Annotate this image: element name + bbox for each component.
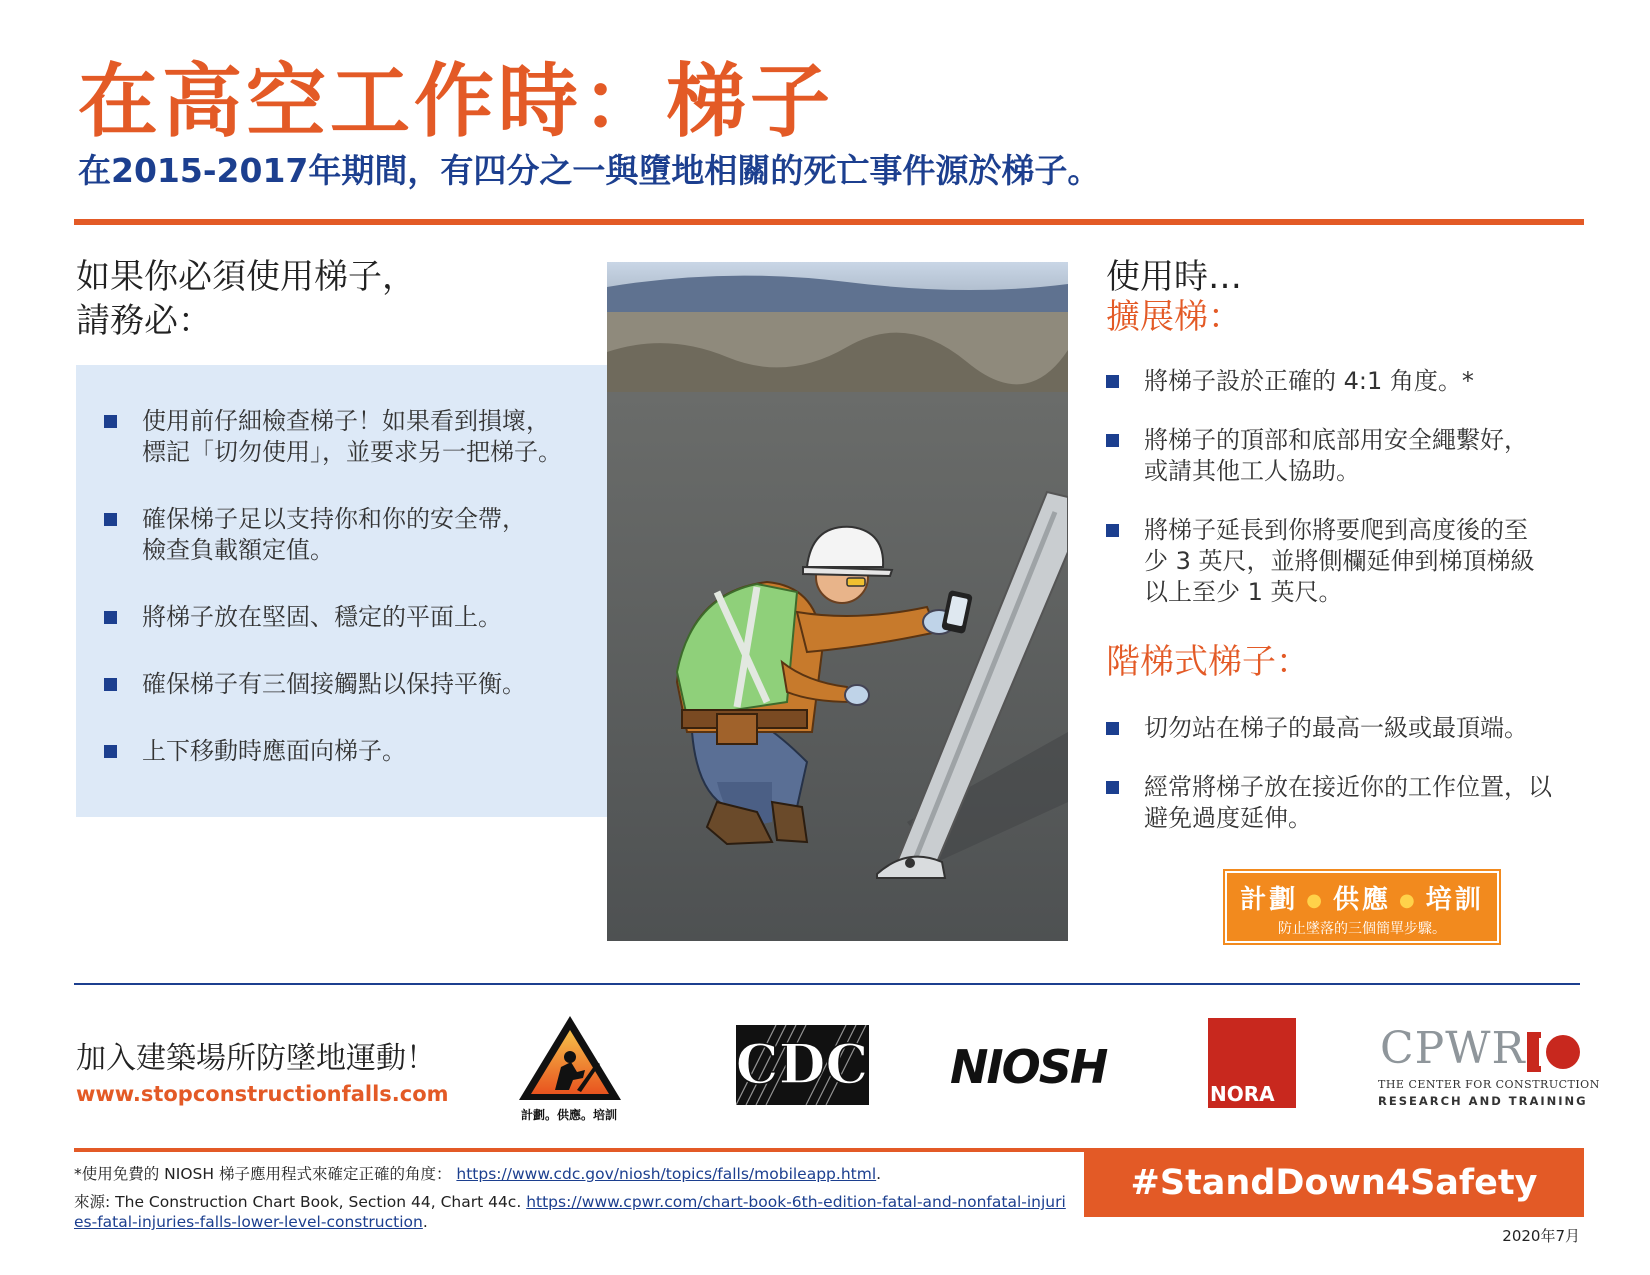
list-item (104, 669, 624, 700)
chart-book-link[interactable]: https://www.cpwr.com/chart-book-6th-edition-fatal-and-nonfatal-injuries-fatal-injuries-falls-lower-level-construction (74, 1193, 1066, 1231)
list-item-line: 將梯子設於正確的 4:1 角度。* (1144, 367, 1474, 395)
footnote-text: *使用免費的 NIOSH 梯子應用程式來確定正確的角度： (74, 1165, 452, 1183)
step-ladder-list (1106, 713, 1586, 862)
bullet-icon (1106, 375, 1119, 388)
dot-icon: ● (1399, 890, 1418, 911)
cpwr-logo: CPWR (1380, 1023, 1526, 1074)
bullet-icon (1106, 524, 1119, 537)
source-note: 來源: The Construction Chart Book, Section 44, Chart 44c. https://www.cpwr.com/chart-book-6th-edition-fatal-and-nonfatal-injuries-fatal-injuries-falls-lower-level-construction. (74, 1193, 1066, 1231)
list-item-line: 檢查負載額定值。 (142, 536, 334, 564)
badge-word-train: 培訓 (1425, 885, 1484, 915)
footer-divider (74, 983, 1580, 985)
page-subtitle: 在2015-2017年期間，有四分之一與墮地相關的死亡事件源於梯子。 (78, 151, 1101, 190)
hashtag-banner: #StandDown4Safety (1084, 1150, 1584, 1217)
publication-date: 2020年7月 (1502, 1227, 1580, 1245)
footnote: *使用免費的 NIOSH 梯子應用程式來確定正確的角度： https://www.cdc.gov/niosh/topics/falls/mobileapp.html. (74, 1165, 882, 1183)
badge-steps (1227, 879, 1497, 916)
list-item-line: 將梯子放在堅固、穩定的平面上。 (142, 603, 502, 631)
bullet-icon (1106, 434, 1119, 447)
list-item-line: 切勿站在梯子的最高一級或最頂端。 (1144, 714, 1528, 742)
list-item-line: 將梯子延長到你將要爬到高度後的至 (1144, 516, 1528, 544)
source-text: 來源: The Construction Chart Book, Section 44, Chart 44c. (74, 1193, 522, 1211)
warning-triangle-icon (515, 1012, 625, 1104)
cpwr-tagline-line1: THE CENTER FOR CONSTRUCTION (1378, 1078, 1600, 1091)
list-item (1106, 713, 1586, 744)
campaign-join-text: 加入建築場所防墜地運動！ (76, 1041, 436, 1076)
mobile-app-link[interactable]: https://www.cdc.gov/niosh/topics/falls/mobileapp.html (456, 1165, 877, 1183)
cdc-logo-text: CDC (736, 1032, 869, 1096)
list-item (104, 736, 624, 767)
cpwr-tagline-line2: RESEARCH AND TRAINING (1378, 1094, 1588, 1108)
nora-logo (1208, 1018, 1296, 1108)
list-item-line: 確保梯子足以支持你和你的安全帶， (142, 505, 526, 533)
cdc-logo (736, 1025, 869, 1105)
list-item-line: 將梯子的頂部和底部用安全繩繫好， (1144, 426, 1528, 454)
campaign-logo-caption: 計劃。供應。培訓 (521, 1108, 618, 1122)
badge-word-provide: 供應 (1332, 885, 1391, 915)
checklist (104, 406, 624, 803)
bullet-icon (1106, 722, 1119, 735)
list-item (1106, 515, 1586, 608)
bullet-icon (104, 611, 117, 624)
step-ladder-heading: 階梯式梯子： (1106, 642, 1310, 682)
badge-word-plan: 計劃 (1240, 885, 1299, 915)
list-item (1106, 772, 1586, 834)
badge-tagline: 防止墜落的三個簡單步驟。 (1278, 921, 1446, 937)
list-item-line: 或請其他工人協助。 (1144, 457, 1360, 485)
campaign-logo (515, 1012, 625, 1122)
plan-provide-train-badge (1225, 871, 1499, 943)
header-divider (74, 219, 1584, 225)
list-item-line: 標記「切勿使用」，並要求另一把梯子。 (142, 438, 562, 466)
extension-ladder-list (1106, 366, 1586, 636)
list-item (104, 406, 624, 468)
bullet-icon (104, 513, 117, 526)
list-item-line: 以上至少 1 英尺。 (1144, 578, 1343, 606)
dot-icon: ● (1306, 890, 1325, 911)
campaign-url-link[interactable]: www.stopconstructionfalls.com (76, 1082, 449, 1106)
niosh-logo: NIOSH (950, 1040, 1107, 1094)
page-title: 在高空工作時：梯子 (78, 55, 834, 148)
bullet-icon (104, 678, 117, 691)
bullet-icon (104, 745, 117, 758)
list-item-line: 上下移動時應面向梯子。 (142, 737, 406, 765)
bullet-icon (1106, 781, 1119, 794)
list-item-line: 避免過度延伸。 (1144, 804, 1312, 832)
list-item-line: 少 3 英尺，並將側欄延伸到梯頂梯級 (1144, 547, 1535, 575)
left-heading-line1: 如果你必須使用梯子， (76, 257, 416, 297)
worker-ladder-illustration (607, 262, 1068, 941)
right-heading: 使用時… (1106, 257, 1242, 297)
list-item-line: 確保梯子有三個接觸點以保持平衡。 (142, 670, 526, 698)
list-item-line: 使用前仔細檢查梯子！如果看到損壞， (142, 407, 550, 435)
list-item (1106, 366, 1586, 397)
list-item (104, 602, 624, 633)
left-heading (76, 255, 416, 343)
bullet-icon (104, 415, 117, 428)
nora-logo-text: NORA (1210, 1082, 1275, 1106)
list-item (1106, 425, 1586, 487)
left-heading-line2: 請務必： (76, 301, 212, 341)
list-item (104, 504, 624, 566)
extension-ladder-heading: 擴展梯： (1106, 297, 1242, 337)
list-item-line: 經常將梯子放在接近你的工作位置，以 (1144, 773, 1552, 801)
cpwr-mark-icon (1527, 1030, 1583, 1078)
